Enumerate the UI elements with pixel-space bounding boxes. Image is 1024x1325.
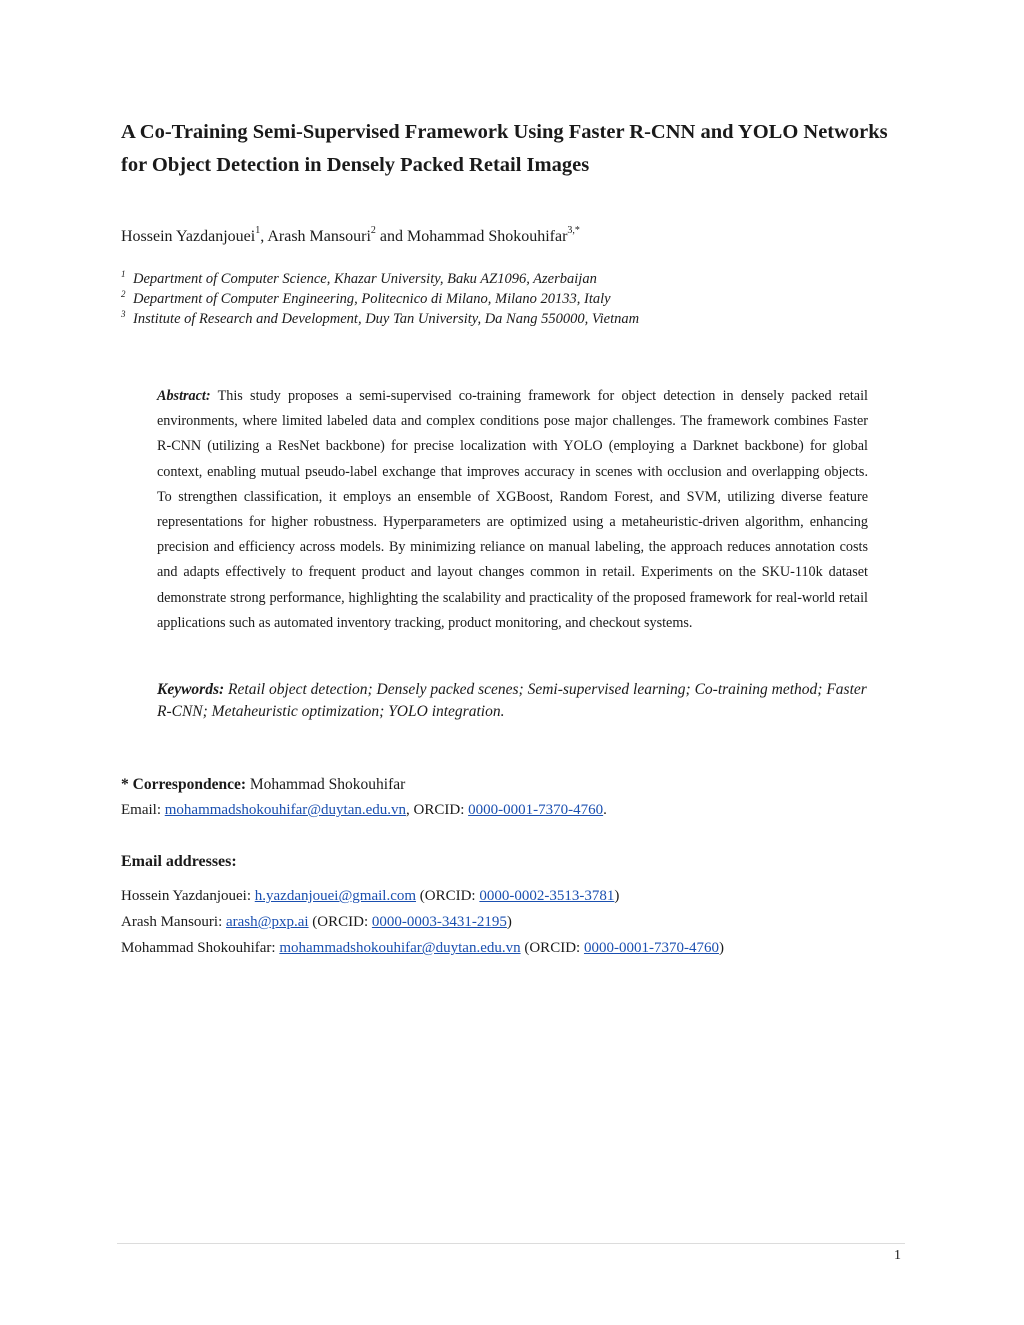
author-list <box>121 224 580 246</box>
author-separator: , <box>260 228 268 245</box>
author-separator: and <box>375 228 407 245</box>
page-number: 1 <box>894 1248 901 1263</box>
email-label: Email: <box>121 802 165 818</box>
correspondence-contact <box>121 802 607 819</box>
paper-title <box>121 116 921 182</box>
email-link[interactable]: mohammadshokouhifar@duytan.edu.vn <box>164 802 407 818</box>
orcid-link[interactable]: 0000-0003-3431-2195 <box>371 914 507 930</box>
abstract-label: Abstract: <box>157 388 211 404</box>
title-line-1: A Co-Training Semi-Supervised Framework Using Faster R-CNN and YOLO Networks <box>121 121 888 143</box>
email-entry <box>121 888 619 905</box>
author-affil-sup: 2 <box>370 224 376 236</box>
author-affil-sup: 1 <box>255 224 261 236</box>
punctuation: ) <box>718 940 724 956</box>
punctuation: ) <box>506 914 512 930</box>
keywords-text: Retail object detection; Densely packed scenes; Semi-supervised learning; Co-training method; Faster R-CNN; Metaheuristic optimization; YOLO integration. <box>157 681 867 720</box>
entry-name: Arash Mansouri: <box>121 914 226 930</box>
orcid-label: , ORCID: <box>406 802 469 818</box>
author-name: Hossein Yazdanjouei <box>121 228 256 245</box>
abstract <box>157 384 868 636</box>
affiliation: 1 Department of Computer Science, Khazar University, Baku AZ1096, Azerbaijan <box>121 269 597 287</box>
affiliation: 2 Department of Computer Engineering, Politecnico di Milano, Milano 20133, Italy <box>121 289 611 307</box>
orcid-link[interactable]: 0000-0001-7370-4760 <box>468 802 604 818</box>
entry-name: Hossein Yazdanjouei: <box>121 888 255 904</box>
orcid-link[interactable]: 0000-0002-3513-3781 <box>479 888 615 904</box>
correspondence-name: Mohammad Shokouhifar <box>249 776 406 793</box>
email-addresses-heading: Email addresses: <box>121 853 237 870</box>
email-link[interactable]: arash@pxp.ai <box>226 914 309 930</box>
affiliation-text: Institute of Research and Development, Duy Tan University, Da Nang 550000, Vietnam <box>133 311 640 327</box>
email-link[interactable]: h.yazdanjouei@gmail.com <box>254 888 417 904</box>
keywords <box>157 679 868 723</box>
correspondence-label: * Correspondence: <box>121 776 246 793</box>
orcid-link[interactable]: 0000-0001-7370-4760 <box>583 940 719 956</box>
keywords-label: Keywords: <box>157 681 225 698</box>
orcid-label: (ORCID: <box>308 914 372 930</box>
affiliation-list <box>121 269 639 329</box>
email-entry <box>121 940 724 957</box>
entry-name: Mohammad Shokouhifar: <box>121 940 280 956</box>
orcid-label: (ORCID: <box>416 888 480 904</box>
punctuation: ) <box>614 888 620 904</box>
affiliation-text: Department of Computer Science, Khazar University, Baku AZ1096, Azerbaijan <box>133 271 597 287</box>
email-link[interactable]: mohammadshokouhifar@duytan.edu.vn <box>279 940 521 956</box>
author-name: Mohammad Shokouhifar <box>407 228 568 245</box>
orcid-label: (ORCID: <box>520 940 584 956</box>
author-name: Arash Mansouri <box>267 228 371 245</box>
title-line-2: for Object Detection in Densely Packed Retail Images <box>121 154 590 176</box>
email-entry <box>121 914 512 931</box>
affiliation: 3 Institute of Research and Development, Duy Tan University, Da Nang 550000, Vietnam <box>121 309 640 327</box>
author-affil-sup: 3,* <box>567 224 580 236</box>
affiliation-text: Department of Computer Engineering, Politecnico di Milano, Milano 20133, Italy <box>133 291 611 307</box>
punctuation: . <box>603 802 607 818</box>
abstract-text: This study proposes a semi-supervised co-training framework for object detection in densely packed retail environments, where limited labeled data and complex conditions pose major challenges. The framework combines Faster R-CNN (utilizing a ResNet backbone) for precise localization with YOLO (employing a Darknet backbone) for global context, enabling mutual pseudo-label exchange that improves accuracy in scenes with occlusion and overlapping objects. To strengthen classification, it employs an ensemble of XGBoost, Random Forest, and SVM, utilizing diverse feature representations for higher robustness. Hyperparameters are optimized using a metaheuristic-driven algorithm, enhancing precision and efficiency across models. By minimizing reliance on manual labeling, the approach reduces annotation costs and adapts effectively to frequent product and layout changes common in retail. Experiments on the SKU-110k dataset demonstrate strong performance, highlighting the scalability and practicality of the proposed framework for real-world retail applications such as automated inventory tracking, product monitoring, and checkout systems. <box>157 388 868 631</box>
footer-divider <box>117 1243 905 1244</box>
correspondence <box>121 776 405 794</box>
